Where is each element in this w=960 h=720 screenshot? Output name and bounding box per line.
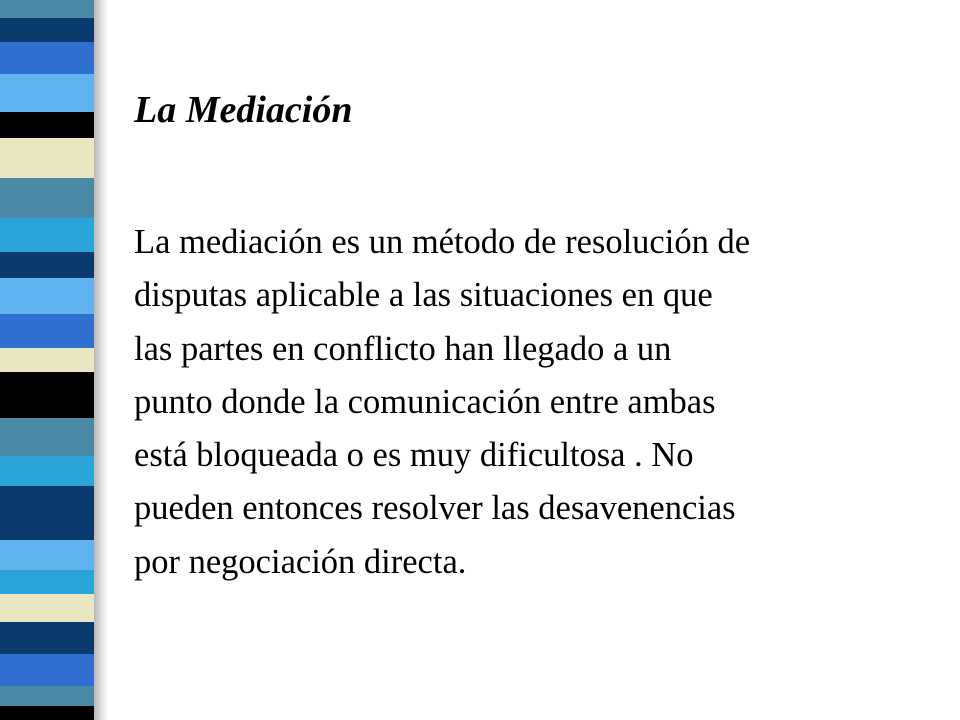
strip-block <box>0 314 94 348</box>
slide-title: La Mediación <box>134 89 353 131</box>
strip-block <box>0 18 94 42</box>
strip-block <box>0 218 94 252</box>
strip-block <box>0 348 94 372</box>
decorative-color-strip <box>0 0 108 720</box>
strip-block <box>0 42 94 74</box>
strip-block <box>0 0 94 18</box>
body-line: La mediación es un método de resolución de <box>134 223 751 261</box>
strip-block <box>0 372 94 418</box>
strip-block <box>0 278 94 314</box>
strip-block <box>0 486 94 540</box>
body-line: por negociación directa. <box>134 542 467 581</box>
body-line: pueden entonces resolver las desavenencias <box>134 489 736 528</box>
strip-block <box>0 178 94 218</box>
strip-block <box>0 252 94 278</box>
strip-block <box>0 622 94 654</box>
strip-block <box>0 418 94 456</box>
strip-block <box>0 112 94 138</box>
strip-block <box>0 138 94 178</box>
strip-block <box>0 654 94 686</box>
body-line: disputas aplicable a las situaciones en que <box>134 276 713 315</box>
strip-block <box>0 570 94 594</box>
strip-block <box>0 686 94 706</box>
strip-block <box>0 594 94 622</box>
body-line: está bloqueada o es muy dificultosa . No <box>134 436 694 475</box>
body-line: las partes en conflicto han llegado a un <box>134 329 672 368</box>
strip-block <box>0 540 94 570</box>
strip-block <box>0 74 94 112</box>
body-line: punto donde la comunicación entre ambas <box>134 382 716 421</box>
strip-block <box>0 706 94 720</box>
strip-block <box>0 456 94 486</box>
slide-body-text <box>134 216 960 589</box>
strip-shadow <box>94 0 108 720</box>
